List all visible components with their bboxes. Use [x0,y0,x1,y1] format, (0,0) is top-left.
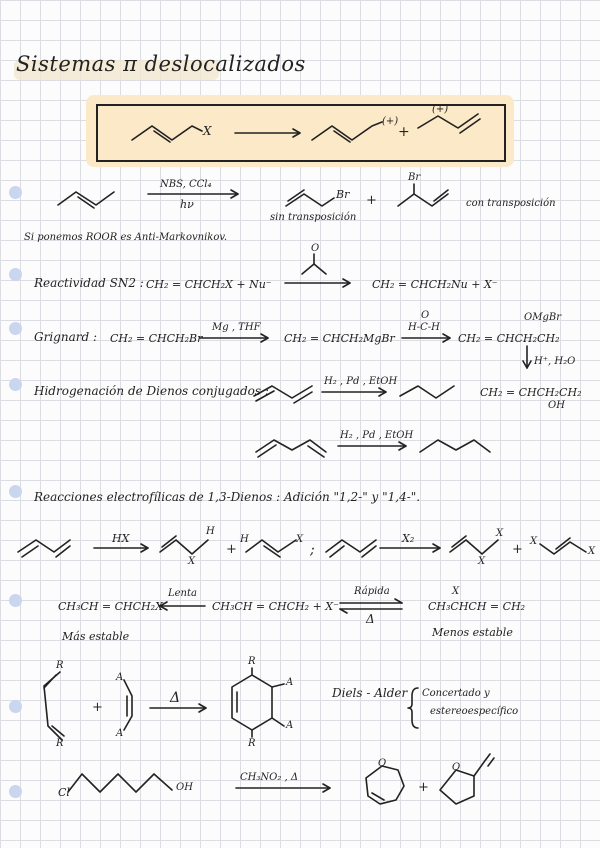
allyl-cation-skeleton [312,122,382,140]
double-bond [44,675,56,688]
halogen-label: X [296,534,304,545]
substituent-label: R [56,738,64,749]
intermediate-formula: CH₂ = CHCH₂MgBr [284,332,395,345]
substituent-label: A [286,677,294,688]
substituent-label: A [116,672,124,683]
oxocene-ring [366,766,404,804]
halogen-label: X [530,536,538,547]
plus-sign: + [512,542,523,557]
butadiene-skeleton [326,540,376,552]
note-text: sin transposición [270,212,357,223]
double-bond [308,446,324,457]
note-text: Si ponemos ROOR es Anti-Markovnikov. [24,232,228,243]
double-bond [258,445,276,457]
reagent-label: NBS, CCl₄ [160,179,212,190]
reagent-label: H₂ , Pd , EtOH [340,430,414,441]
oxygen-label: O [311,243,320,254]
reactant-formula: CH₂ = CHCH₂Br [110,332,203,345]
thf-ring [440,770,474,804]
double-bond [294,392,312,403]
product-formula: CH₂ = CHCH₂Nu + X⁻ [372,278,498,291]
halogen-label: X [478,556,486,567]
section-heading: Reactividad SN2 : [34,276,144,290]
hydroxyl-label: OH [176,782,193,793]
heat-symbol: Δ [366,612,375,626]
reactant-formula: CH₃CH = CHCH₂X [58,600,163,613]
intermediate-formula: CH₃CH = CHCH₂ + X⁻ [212,600,339,613]
acetone-skeleton [302,264,326,274]
brace [408,688,418,728]
hydrogen-label: H [206,526,215,537]
chloroalcohol-chain [68,774,172,792]
plus-sign: + [226,542,237,557]
bromine-label: Br [336,188,350,201]
plus-sign: + [418,780,429,795]
substituent-label: R [248,656,256,667]
allyl-bromide-skeleton [286,194,334,206]
diene-skeleton [44,672,62,740]
reagent-label: H-C-H [408,322,440,333]
reagent-label: H₂ , Pd , EtOH [324,376,398,387]
cation-charge-label: (+) [382,116,399,127]
substituent-label: A [286,720,294,731]
halogen-label: X [188,556,196,567]
dienophile-skeleton [124,680,132,730]
heat-symbol: Δ [170,690,181,706]
oxygen-label: O [421,310,430,321]
hydrogen-label: H [240,534,249,545]
oxygen-label: O [378,758,387,769]
substituent-label: R [248,738,256,749]
substituent-label: A [116,728,124,739]
note-text: estereoespecífico [430,706,519,717]
leaving-group-label: X [203,124,212,138]
vinyl-group [474,754,490,776]
plus-sign: + [366,193,377,208]
hydroxyl-label: OH [548,400,565,411]
reagent-label: H⁺, H₂O [534,356,576,367]
double-bond [362,546,376,557]
chlorine-label: Cl [58,786,70,799]
rate-label: Rápida [354,586,390,597]
note-text: Concertado y [422,688,490,699]
substituent-label: R [56,660,64,671]
stability-note: Más estable [62,630,130,643]
butadiene-skeleton [18,540,70,552]
halogen-label: X [496,528,504,539]
allyl-halide-skeleton [132,126,202,140]
reagent-label: X₂ [402,532,415,545]
condition-label: hν [180,198,194,211]
reactant-formula: CH₂ = CHCH₂X + Nu⁻ [146,278,272,291]
oxygen-label: O [452,762,461,773]
product-formula: CH₂ = CHCH₂CH₂ [480,386,582,399]
cation-charge-label: (+) [432,104,449,115]
double-bond [488,758,494,766]
pentane-skeleton [420,440,490,452]
double-bond [56,546,70,557]
plus-sign: + [92,700,103,715]
note-text: con transposición [466,198,556,209]
reagent-label: Mg , THF [212,322,261,333]
wedge-bond [272,684,284,687]
section-heading: Hidrogenación de Dienos conjugados : [34,384,269,398]
butane-skeleton [400,386,454,398]
section-heading: Reacciones electrofílicas de 1,3-Dienos : Adición "1,2-" y "1,4-". [34,490,421,504]
cyclohexene-ring [232,675,272,730]
separator-semicolon: ; [310,542,315,558]
reagent-label: HX [112,532,130,545]
reaction-name: Diels - Alder [332,686,408,700]
plus-sign: + [398,124,410,140]
halogen-label: X [588,546,596,557]
page-title: Sistemas π deslocalizados [16,52,306,76]
product-formula: CH₃CHCH = CH₂ [428,600,526,613]
product-formula: CH₂ = CHCH₂CH₂ [458,332,560,345]
wedge-bond [272,718,284,726]
halogen-label: X [452,586,460,597]
bromine-label: Br [408,172,421,183]
reagent-label: CH₃NO₂ , Δ [240,772,299,783]
double-bond [460,119,480,133]
alkoxide-label: OMgBr [524,312,561,323]
stability-note: Menos estable [432,626,513,639]
rate-label: Lenta [168,588,197,599]
section-heading: Grignard : [34,330,97,344]
